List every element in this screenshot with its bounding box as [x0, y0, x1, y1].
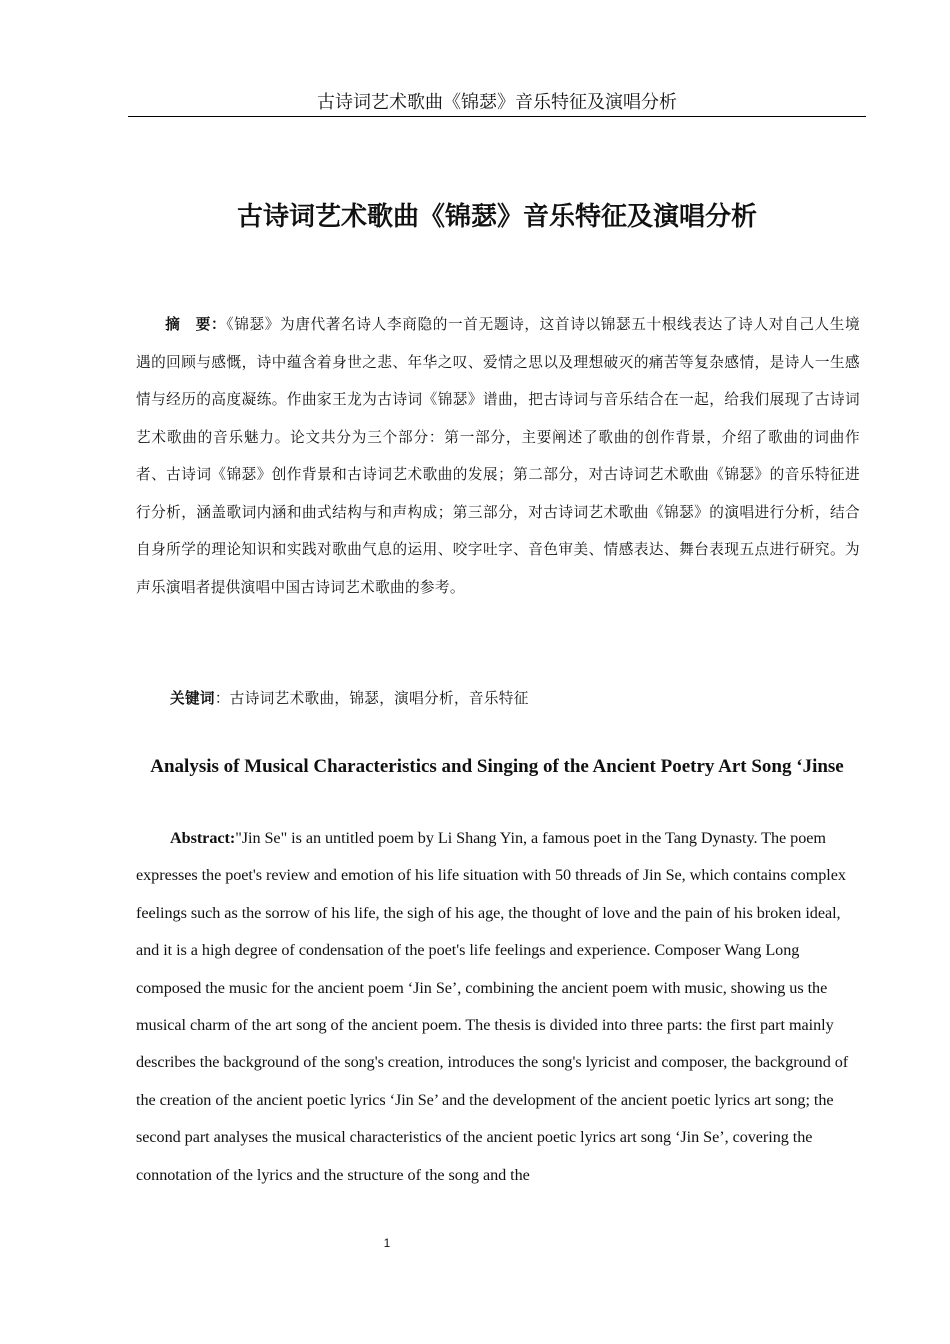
- page-number: 1: [383, 1236, 391, 1250]
- keywords-label-chinese: 关键词: [170, 690, 215, 707]
- abstract-label-chinese: 摘 要：: [165, 316, 227, 333]
- abstract-english: [136, 820, 860, 1194]
- abstract-text-chinese: 《锦瑟》为唐代著名诗人李商隐的一首无题诗，这首诗以锦瑟五十根线表达了诗人对自己人生境遇的回顾与感慨，诗中蕴含着身世之悲、年华之叹、爱情之思以及理想破灭的痛苦等复杂感情，是诗人一生感情与经历的高度凝练。作曲家王龙为古诗词《锦瑟》谱曲，把古诗词与音乐结合在一起，给我们展现了古诗词艺术歌曲的音乐魅力。论文共分为三个部分：第一部分，主要阐述了歌曲的创作背景，介绍了歌曲的词曲作者、古诗词《锦瑟》创作背景和古诗词艺术歌曲的发展；第二部分，对古诗词艺术歌曲《锦瑟》的音乐特征进行分析，涵盖歌词内涵和曲式结构与和声构成；第三部分，对古诗词艺术歌曲《锦瑟》的演唱进行分析，结合自身所学的理论知识和实践对歌曲气息的运用、咬字吐字、音色审美、情感表达、舞台表现五点进行研究。为声乐演唱者提供演唱中国古诗词艺术歌曲的参考。: [136, 316, 861, 596]
- paper-title-chinese: 古诗词艺术歌曲《锦瑟》音乐特征及演唱分析: [236, 202, 757, 232]
- paper-title-english: Analysis of Musical Characteristics and Singing of the Ancient Poetry Art Song ‘Jinse: [150, 756, 844, 777]
- keywords-text-chinese: ：古诗词艺术歌曲，锦瑟，演唱分析，音乐特征: [214, 690, 529, 707]
- abstract-label-english: Abstract:: [170, 829, 236, 847]
- running-header: 古诗词艺术歌曲《锦瑟》音乐特征及演唱分析: [128, 92, 866, 117]
- abstract-chinese: [136, 306, 860, 606]
- abstract-text-english: "Jin Se" is an untitled poem by Li Shang Yin, a famous poet in the Tang Dynasty. The poem expresses the poet's review and emotion of his life situation with 50 threads of Jin Se, which contains complex feelings such as the sorrow of his life, the sigh of his age, the thought of love and the pain of his broken ideal, and it is a high degree of condensation of the poet's life feelings and experience. Composer Wang Long composed the music for the ancient poem ‘Jin Se’, combining the ancient poem with music, showing us the musical charm of the art song of the ancient poem. The thesis is divided into three parts: the first part mainly describes the background of the song's creation, introduces the song's lyricist and composer, the background of the creation of the ancient poetic lyrics ‘Jin Se’ and the development of the ancient poetic lyrics art song; the second part analyses the musical characteristics of the ancient poetic lyrics art song ‘Jin Se’, covering the connotation of the lyrics and the structure of the song and the: [136, 829, 849, 1184]
- keywords-chinese: [136, 680, 894, 718]
